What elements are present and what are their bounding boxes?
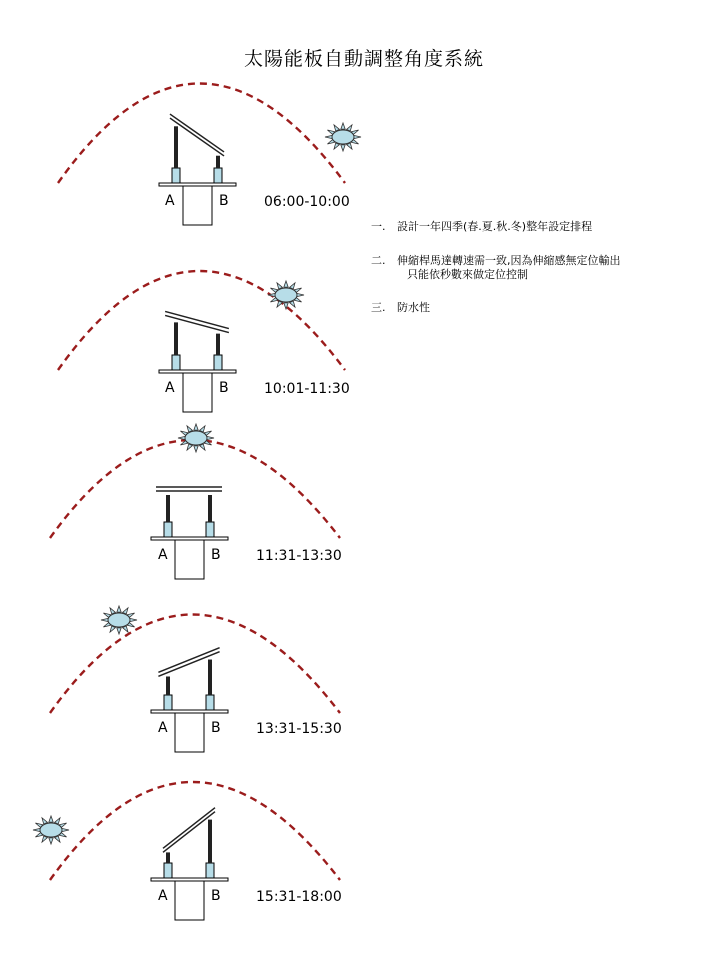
- sun-ray: [117, 606, 121, 612]
- actuator-a: [164, 522, 172, 537]
- note-continuation: 只能依秒數來做定位控制: [407, 268, 528, 281]
- sun-ray: [194, 446, 198, 452]
- sun-ray: [341, 145, 345, 151]
- note-number: 三.: [371, 301, 386, 314]
- label-a: A: [165, 193, 175, 209]
- solar-panel-stage: [50, 606, 342, 752]
- solar-panel: [170, 118, 224, 156]
- platform-base: [159, 183, 236, 186]
- sun-ray: [207, 436, 214, 439]
- solar-panel: [170, 114, 224, 152]
- solar-panel: [163, 808, 215, 849]
- label-b: B: [219, 193, 229, 209]
- label-b: B: [219, 380, 229, 396]
- actuator-b: [214, 355, 222, 370]
- sun-disc: [40, 823, 62, 837]
- time-range: 10:01-11:30: [264, 381, 350, 397]
- sun-path-arc: [50, 440, 340, 538]
- actuator-a: [164, 695, 172, 710]
- support-post: [175, 713, 204, 752]
- sun-ray: [325, 135, 332, 138]
- note-item: [371, 254, 621, 282]
- actuator-a: [172, 168, 180, 183]
- solar-panel: [163, 812, 215, 853]
- sun-ray: [49, 816, 53, 822]
- sun-disc: [108, 613, 130, 627]
- platform-base: [151, 710, 228, 713]
- time-range: 06:00-10:00: [264, 194, 350, 210]
- note-item: [371, 301, 430, 315]
- sun-ray: [117, 628, 121, 634]
- note-text: 設計一年四季(春.夏.秋.冬)整年設定排程: [397, 220, 593, 233]
- sun-disc: [332, 130, 354, 144]
- platform-base: [151, 878, 228, 881]
- sun-ray: [194, 424, 198, 430]
- sun-icon: [325, 123, 361, 151]
- page-title: 太陽能板自動調整角度系統: [243, 48, 484, 70]
- support-post: [183, 373, 212, 412]
- sun-icon: [101, 606, 137, 634]
- support-post: [183, 186, 212, 225]
- sun-ray: [341, 123, 345, 129]
- actuator-a: [172, 355, 180, 370]
- label-a: A: [158, 888, 168, 904]
- sun-icon: [268, 281, 304, 309]
- label-a: A: [165, 380, 175, 396]
- sun-ray: [297, 293, 304, 296]
- sun-path-arc: [58, 84, 345, 184]
- solar-panel-stage: [50, 424, 342, 579]
- note-item: [371, 220, 592, 234]
- sun-ray: [62, 828, 69, 831]
- sun-ray: [130, 618, 137, 621]
- sun-disc: [185, 431, 207, 445]
- sun-ray: [49, 838, 53, 844]
- solar-panel-stage: [58, 271, 350, 412]
- platform-base: [159, 370, 236, 373]
- actuator-b: [206, 695, 214, 710]
- note-number: 二.: [371, 254, 386, 267]
- sun-path-arc: [50, 782, 340, 880]
- actuator-b: [206, 863, 214, 878]
- time-range: 13:31-15:30: [256, 721, 342, 737]
- support-post: [175, 540, 204, 579]
- actuator-b: [206, 522, 214, 537]
- solar-panel-stage: [58, 84, 361, 226]
- actuator-a: [164, 863, 172, 878]
- label-a: A: [158, 547, 168, 563]
- sun-icon: [33, 816, 69, 844]
- label-b: B: [211, 888, 221, 904]
- sun-ray: [178, 436, 185, 439]
- solar-panel-stage: [33, 782, 342, 920]
- label-b: B: [211, 720, 221, 736]
- sun-ray: [101, 618, 108, 621]
- note-number: 一.: [371, 220, 386, 233]
- sun-disc: [275, 288, 297, 302]
- sun-ray: [33, 828, 40, 831]
- platform-base: [151, 537, 228, 540]
- sun-path-arc: [50, 615, 340, 714]
- label-a: A: [158, 720, 168, 736]
- note-text: 伸縮桿馬達轉速需一致,因為伸縮感無定位輸出: [397, 254, 621, 267]
- time-range: 15:31-18:00: [256, 889, 342, 905]
- time-range: 11:31-13:30: [256, 548, 342, 564]
- sun-ray: [354, 135, 361, 138]
- note-text: 防水性: [397, 301, 430, 314]
- sun-ray: [284, 281, 288, 287]
- support-post: [175, 881, 204, 920]
- label-b: B: [211, 547, 221, 563]
- sun-icon: [178, 424, 214, 452]
- actuator-b: [214, 168, 222, 183]
